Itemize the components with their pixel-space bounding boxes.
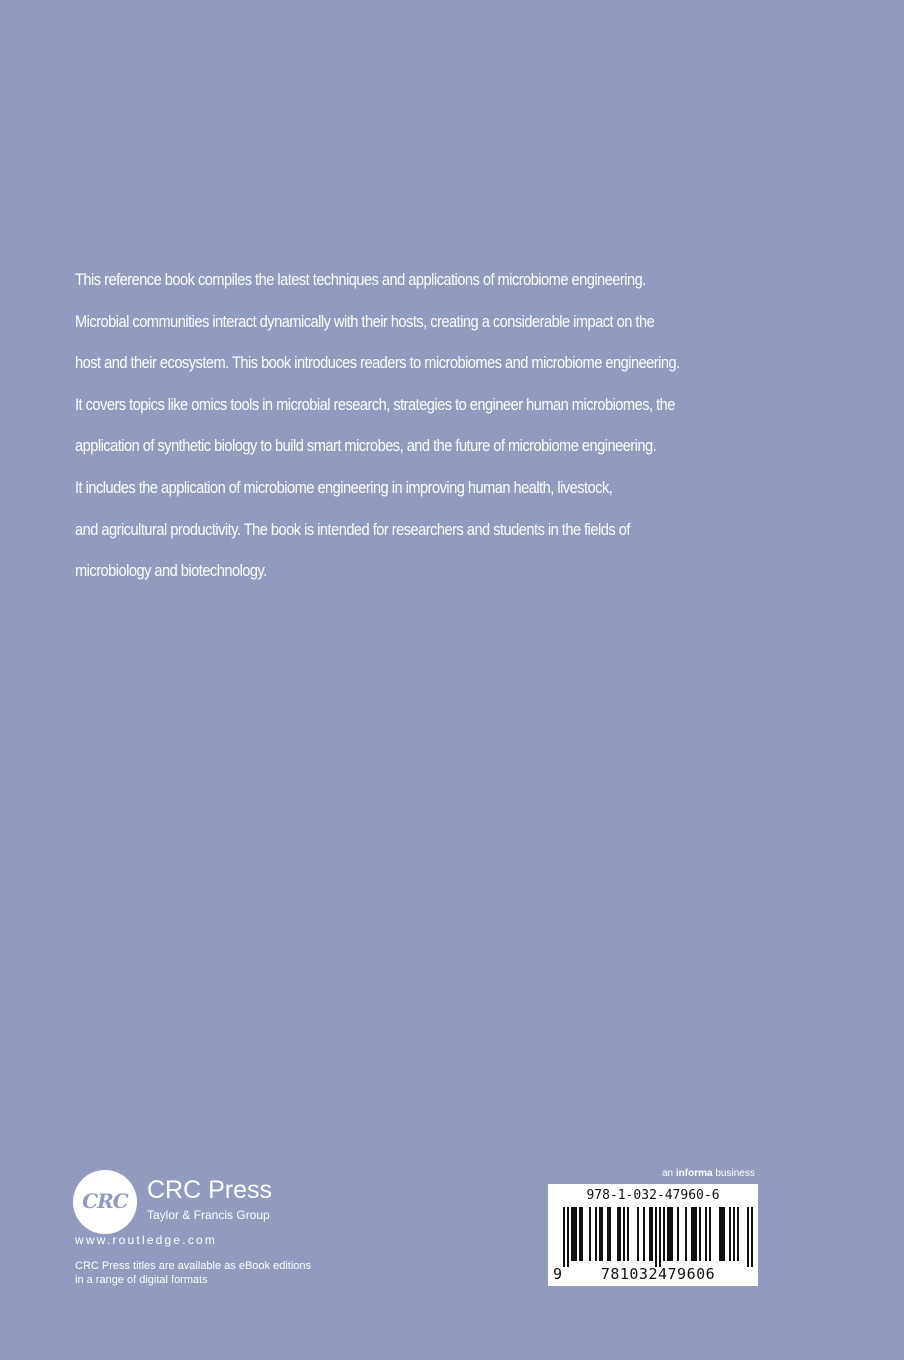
barcode-bar bbox=[695, 1207, 697, 1261]
barcode-digit-groups: 781032479606 bbox=[600, 1265, 716, 1283]
crc-logo-icon bbox=[73, 1170, 137, 1234]
barcode-first-digit: 9 bbox=[553, 1265, 563, 1283]
barcode-bar bbox=[723, 1207, 725, 1261]
barcode-bar bbox=[581, 1207, 583, 1261]
book-description bbox=[75, 259, 765, 592]
barcode-bar bbox=[705, 1207, 707, 1261]
publisher-group: Taylor & Francis Group bbox=[147, 1208, 270, 1222]
barcode-icon bbox=[553, 1207, 753, 1267]
barcode-bar bbox=[619, 1207, 621, 1261]
publisher-block bbox=[73, 1170, 393, 1300]
barcode-bar bbox=[651, 1207, 653, 1261]
description-line: This reference book compiles the latest techniques and applications of microbiome engineering. bbox=[75, 270, 646, 289]
barcode-bar bbox=[737, 1207, 739, 1261]
informa-suffix: business bbox=[715, 1168, 755, 1179]
barcode-bar bbox=[747, 1207, 749, 1267]
barcode-bar bbox=[623, 1207, 625, 1261]
barcode-bar bbox=[721, 1207, 723, 1261]
informa-brand: informa bbox=[675, 1168, 713, 1179]
barcode-bar bbox=[617, 1207, 619, 1261]
barcode-bar bbox=[667, 1207, 669, 1261]
barcode-bar bbox=[575, 1207, 577, 1261]
barcode-bar bbox=[663, 1207, 665, 1261]
barcode-bar bbox=[659, 1207, 661, 1267]
logo-text: CRC bbox=[82, 1189, 128, 1213]
barcode-bar bbox=[643, 1207, 645, 1261]
barcode-bar bbox=[729, 1207, 731, 1261]
barcode-bar bbox=[601, 1207, 603, 1261]
isbn-text: 978-1-032-47960-6 bbox=[586, 1188, 720, 1203]
barcode-bar bbox=[563, 1207, 565, 1267]
barcode-bar bbox=[637, 1207, 639, 1261]
barcode-bar bbox=[595, 1207, 597, 1261]
barcode-bar bbox=[733, 1207, 735, 1261]
description-line: It covers topics like omics tools in microbial research, strategies to engineer human microbiomes, the bbox=[75, 394, 675, 414]
barcode-bar bbox=[693, 1207, 695, 1261]
description-line: application of synthetic biology to build smart microbes, and the future of microbiome engineering. bbox=[75, 436, 657, 456]
publisher-name: CRC Press bbox=[147, 1176, 273, 1204]
ebook-note bbox=[75, 1259, 311, 1287]
ebook-note-line: CRC Press titles are available as eBook editions bbox=[75, 1260, 312, 1272]
barcode-bar bbox=[607, 1207, 609, 1261]
barcode-bar bbox=[609, 1207, 611, 1261]
barcode-bar bbox=[719, 1207, 721, 1261]
barcode-bar bbox=[599, 1207, 601, 1261]
barcode-bar bbox=[709, 1207, 711, 1261]
isbn-barcode-box bbox=[548, 1184, 758, 1286]
ebook-note-line: in a range of digital formats bbox=[75, 1274, 208, 1286]
barcode-bar bbox=[699, 1207, 701, 1261]
barcode-bar bbox=[567, 1207, 569, 1267]
barcode-bar bbox=[579, 1207, 581, 1261]
barcode-bar bbox=[589, 1207, 591, 1261]
barcode-bar bbox=[751, 1207, 753, 1267]
informa-business-tag bbox=[662, 1168, 755, 1179]
description-line: It includes the application of microbiome engineering in improving human health, livestock, bbox=[75, 477, 613, 497]
barcode-bar bbox=[649, 1207, 651, 1261]
barcode-bar bbox=[691, 1207, 693, 1261]
barcode-bar bbox=[655, 1207, 657, 1267]
barcode-bar bbox=[669, 1207, 671, 1261]
barcode-bar bbox=[627, 1207, 629, 1261]
barcode-bar bbox=[573, 1207, 575, 1261]
publisher-website: www.routledge.com bbox=[75, 1233, 218, 1247]
informa-prefix: an bbox=[662, 1168, 674, 1179]
description-line: microbiology and biotechnology. bbox=[75, 561, 267, 581]
barcode-bar bbox=[571, 1207, 573, 1261]
description-line: and agricultural productivity. The book is intended for researchers and students in the fields of bbox=[75, 519, 630, 539]
description-line: Microbial communities interact dynamically with their hosts, creating a considerable impact on the bbox=[75, 311, 655, 331]
description-line: host and their ecosystem. This book introduces readers to microbiomes and microbiome engineering. bbox=[75, 353, 680, 373]
barcode-bar bbox=[685, 1207, 687, 1261]
barcode-bar bbox=[671, 1207, 673, 1261]
barcode-bar bbox=[677, 1207, 679, 1261]
